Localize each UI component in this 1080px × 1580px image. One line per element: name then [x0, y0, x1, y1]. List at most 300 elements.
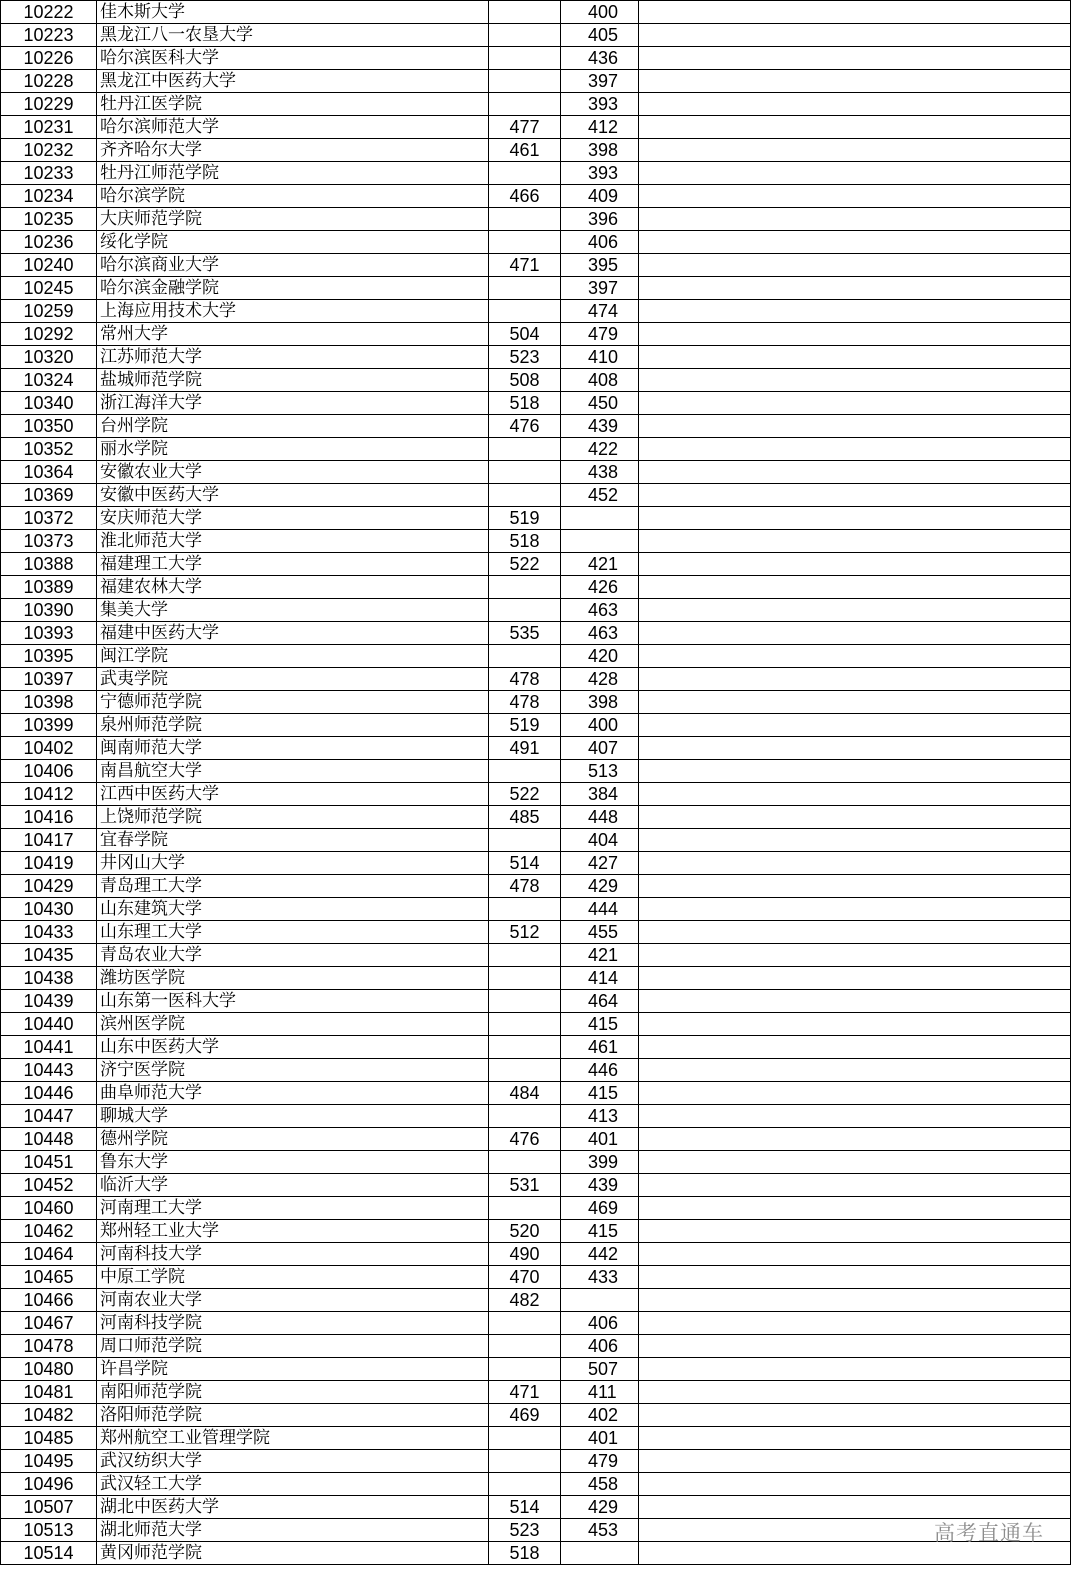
score2-cell: 404	[561, 829, 639, 852]
school-name-cell: 河南科技大学	[97, 1243, 489, 1266]
school-name-cell: 山东建筑大学	[97, 898, 489, 921]
score1-cell	[489, 70, 561, 93]
school-name-cell: 武汉纺织大学	[97, 1450, 489, 1473]
school-code-cell: 10441	[1, 1036, 97, 1059]
school-code-cell: 10447	[1, 1105, 97, 1128]
score1-cell	[489, 1013, 561, 1036]
score1-cell	[489, 1105, 561, 1128]
empty-cell	[639, 944, 1071, 967]
score1-cell	[489, 829, 561, 852]
score2-cell: 414	[561, 967, 639, 990]
empty-cell	[639, 1289, 1071, 1312]
score2-cell: 474	[561, 300, 639, 323]
school-name-cell: 安徽中医药大学	[97, 484, 489, 507]
score2-cell: 393	[561, 162, 639, 185]
score2-cell: 421	[561, 944, 639, 967]
score2-cell: 429	[561, 875, 639, 898]
table-row	[1, 300, 1071, 323]
score1-cell	[489, 162, 561, 185]
score2-cell	[561, 1289, 639, 1312]
table-row	[1, 852, 1071, 875]
school-name-cell: 浙江海洋大学	[97, 392, 489, 415]
school-code-cell: 10448	[1, 1128, 97, 1151]
school-name-cell: 牡丹江医学院	[97, 93, 489, 116]
score1-cell	[489, 231, 561, 254]
school-name-cell: 郑州轻工业大学	[97, 1220, 489, 1243]
school-name-cell: 哈尔滨学院	[97, 185, 489, 208]
empty-cell	[639, 461, 1071, 484]
table-row	[1, 898, 1071, 921]
table-row	[1, 967, 1071, 990]
school-name-cell: 丽水学院	[97, 438, 489, 461]
empty-cell	[639, 507, 1071, 530]
table-row	[1, 1220, 1071, 1243]
table-row	[1, 1243, 1071, 1266]
score1-cell: 471	[489, 1381, 561, 1404]
table-row	[1, 254, 1071, 277]
school-code-cell: 10234	[1, 185, 97, 208]
score1-cell: 484	[489, 1082, 561, 1105]
school-name-cell: 青岛农业大学	[97, 944, 489, 967]
score1-cell	[489, 93, 561, 116]
empty-cell	[639, 116, 1071, 139]
score1-cell	[489, 1312, 561, 1335]
score2-cell: 464	[561, 990, 639, 1013]
empty-cell	[639, 875, 1071, 898]
school-code-cell: 10438	[1, 967, 97, 990]
school-code-cell: 10430	[1, 898, 97, 921]
score1-cell	[489, 1151, 561, 1174]
table-row	[1, 921, 1071, 944]
empty-cell	[639, 162, 1071, 185]
score2-cell: 408	[561, 369, 639, 392]
table-row	[1, 1473, 1071, 1496]
score-table-body	[1, 1, 1071, 1565]
score2-cell: 448	[561, 806, 639, 829]
score1-cell	[489, 1335, 561, 1358]
empty-cell	[639, 1427, 1071, 1450]
table-row	[1, 1496, 1071, 1519]
score2-cell: 398	[561, 139, 639, 162]
school-name-cell: 大庆师范学院	[97, 208, 489, 231]
score1-cell: 518	[489, 530, 561, 553]
school-code-cell: 10223	[1, 24, 97, 47]
school-code-cell: 10446	[1, 1082, 97, 1105]
school-code-cell: 10514	[1, 1542, 97, 1565]
school-name-cell: 哈尔滨医科大学	[97, 47, 489, 70]
empty-cell	[639, 599, 1071, 622]
score1-cell: 512	[489, 921, 561, 944]
school-name-cell: 哈尔滨商业大学	[97, 254, 489, 277]
empty-cell	[639, 93, 1071, 116]
table-row	[1, 1105, 1071, 1128]
school-code-cell: 10416	[1, 806, 97, 829]
empty-cell	[639, 415, 1071, 438]
school-code-cell: 10320	[1, 346, 97, 369]
score2-cell: 406	[561, 1335, 639, 1358]
empty-cell	[639, 438, 1071, 461]
table-row	[1, 24, 1071, 47]
empty-cell	[639, 208, 1071, 231]
score2-cell: 452	[561, 484, 639, 507]
school-code-cell: 10292	[1, 323, 97, 346]
score2-cell: 397	[561, 70, 639, 93]
table-row	[1, 1289, 1071, 1312]
school-name-cell: 鲁东大学	[97, 1151, 489, 1174]
school-code-cell: 10245	[1, 277, 97, 300]
score2-cell: 415	[561, 1082, 639, 1105]
score1-cell: 522	[489, 783, 561, 806]
score2-cell: 399	[561, 1151, 639, 1174]
score1-cell	[489, 484, 561, 507]
empty-cell	[639, 645, 1071, 668]
school-code-cell: 10429	[1, 875, 97, 898]
table-row	[1, 1542, 1071, 1565]
empty-cell	[639, 622, 1071, 645]
empty-cell	[639, 668, 1071, 691]
score2-cell: 422	[561, 438, 639, 461]
table-row	[1, 162, 1071, 185]
school-name-cell: 黑龙江八一农垦大学	[97, 24, 489, 47]
score1-cell	[489, 599, 561, 622]
watermark: 高考直通车	[934, 1521, 1044, 1545]
score1-cell: 482	[489, 1289, 561, 1312]
school-code-cell: 10222	[1, 1, 97, 24]
school-name-cell: 福建理工大学	[97, 553, 489, 576]
score1-cell	[489, 24, 561, 47]
school-name-cell: 河南科技学院	[97, 1312, 489, 1335]
school-code-cell: 10480	[1, 1358, 97, 1381]
school-name-cell: 河南农业大学	[97, 1289, 489, 1312]
score1-cell: 477	[489, 116, 561, 139]
score1-cell	[489, 1197, 561, 1220]
table-row	[1, 875, 1071, 898]
school-name-cell: 闽江学院	[97, 645, 489, 668]
score2-cell: 453	[561, 1519, 639, 1542]
empty-cell	[639, 1473, 1071, 1496]
score2-cell: 426	[561, 576, 639, 599]
empty-cell	[639, 967, 1071, 990]
school-name-cell: 临沂大学	[97, 1174, 489, 1197]
school-name-cell: 中原工学院	[97, 1266, 489, 1289]
table-row	[1, 691, 1071, 714]
school-code-cell: 10235	[1, 208, 97, 231]
school-code-cell: 10364	[1, 461, 97, 484]
table-row	[1, 346, 1071, 369]
school-code-cell: 10451	[1, 1151, 97, 1174]
school-code-cell: 10406	[1, 760, 97, 783]
score2-cell: 400	[561, 1, 639, 24]
school-name-cell: 青岛理工大学	[97, 875, 489, 898]
table-row	[1, 139, 1071, 162]
table-row	[1, 714, 1071, 737]
empty-cell	[639, 231, 1071, 254]
table-row	[1, 438, 1071, 461]
school-code-cell: 10233	[1, 162, 97, 185]
school-code-cell: 10373	[1, 530, 97, 553]
school-code-cell: 10462	[1, 1220, 97, 1243]
table-row	[1, 990, 1071, 1013]
school-code-cell: 10236	[1, 231, 97, 254]
school-name-cell: 闽南师范大学	[97, 737, 489, 760]
school-name-cell: 黑龙江中医药大学	[97, 70, 489, 93]
table-row	[1, 70, 1071, 93]
table-row	[1, 1404, 1071, 1427]
school-code-cell: 10419	[1, 852, 97, 875]
table-row	[1, 484, 1071, 507]
school-name-cell: 山东理工大学	[97, 921, 489, 944]
score2-cell: 406	[561, 1312, 639, 1335]
school-code-cell: 10507	[1, 1496, 97, 1519]
school-code-cell: 10229	[1, 93, 97, 116]
school-name-cell: 佳木斯大学	[97, 1, 489, 24]
score1-cell: 518	[489, 392, 561, 415]
school-name-cell: 宁德师范学院	[97, 691, 489, 714]
score1-cell	[489, 967, 561, 990]
empty-cell	[639, 47, 1071, 70]
school-name-cell: 武汉轻工大学	[97, 1473, 489, 1496]
school-name-cell: 福建农林大学	[97, 576, 489, 599]
score1-cell: 519	[489, 714, 561, 737]
score1-cell: 469	[489, 1404, 561, 1427]
empty-cell	[639, 70, 1071, 93]
school-code-cell: 10481	[1, 1381, 97, 1404]
table-row	[1, 392, 1071, 415]
score1-cell	[489, 990, 561, 1013]
score2-cell: 428	[561, 668, 639, 691]
empty-cell	[639, 1036, 1071, 1059]
school-code-cell: 10352	[1, 438, 97, 461]
school-code-cell: 10388	[1, 553, 97, 576]
score1-cell	[489, 461, 561, 484]
score2-cell	[561, 530, 639, 553]
score2-cell: 384	[561, 783, 639, 806]
school-name-cell: 宜春学院	[97, 829, 489, 852]
score1-cell: 478	[489, 691, 561, 714]
school-name-cell: 井冈山大学	[97, 852, 489, 875]
score2-cell: 513	[561, 760, 639, 783]
school-name-cell: 江西中医药大学	[97, 783, 489, 806]
empty-cell	[639, 392, 1071, 415]
empty-cell	[639, 1312, 1071, 1335]
school-name-cell: 哈尔滨师范大学	[97, 116, 489, 139]
school-code-cell: 10485	[1, 1427, 97, 1450]
table-row	[1, 507, 1071, 530]
score1-cell	[489, 300, 561, 323]
score2-cell: 398	[561, 691, 639, 714]
score2-cell: 455	[561, 921, 639, 944]
score1-cell: 476	[489, 415, 561, 438]
score2-cell: 469	[561, 1197, 639, 1220]
score2-cell: 450	[561, 392, 639, 415]
empty-cell	[639, 1335, 1071, 1358]
score2-cell: 393	[561, 93, 639, 116]
table-row	[1, 829, 1071, 852]
score2-cell: 442	[561, 1243, 639, 1266]
table-row	[1, 1036, 1071, 1059]
score1-cell	[489, 208, 561, 231]
school-name-cell: 湖北中医药大学	[97, 1496, 489, 1519]
school-code-cell: 10389	[1, 576, 97, 599]
empty-cell	[639, 1450, 1071, 1473]
score1-cell	[489, 898, 561, 921]
empty-cell	[639, 806, 1071, 829]
table-row	[1, 93, 1071, 116]
empty-cell	[639, 254, 1071, 277]
school-name-cell: 周口师范学院	[97, 1335, 489, 1358]
table-row	[1, 369, 1071, 392]
school-code-cell: 10412	[1, 783, 97, 806]
score1-cell: 522	[489, 553, 561, 576]
school-name-cell: 南昌航空大学	[97, 760, 489, 783]
empty-cell	[639, 783, 1071, 806]
table-row	[1, 737, 1071, 760]
score2-cell: 406	[561, 231, 639, 254]
empty-cell	[639, 852, 1071, 875]
table-row	[1, 1427, 1071, 1450]
score2-cell: 463	[561, 599, 639, 622]
school-name-cell: 哈尔滨金融学院	[97, 277, 489, 300]
school-name-cell: 德州学院	[97, 1128, 489, 1151]
school-name-cell: 山东第一医科大学	[97, 990, 489, 1013]
empty-cell	[639, 346, 1071, 369]
school-code-cell: 10465	[1, 1266, 97, 1289]
score1-cell	[489, 1036, 561, 1059]
score2-cell: 427	[561, 852, 639, 875]
school-name-cell: 上饶师范学院	[97, 806, 489, 829]
school-code-cell: 10240	[1, 254, 97, 277]
table-row	[1, 645, 1071, 668]
table-row	[1, 1381, 1071, 1404]
school-name-cell: 安徽农业大学	[97, 461, 489, 484]
score1-cell: 514	[489, 1496, 561, 1519]
table-row	[1, 760, 1071, 783]
score1-cell: 504	[489, 323, 561, 346]
table-row	[1, 208, 1071, 231]
school-code-cell: 10398	[1, 691, 97, 714]
empty-cell	[639, 1013, 1071, 1036]
empty-cell	[639, 277, 1071, 300]
empty-cell	[639, 921, 1071, 944]
score1-cell	[489, 1450, 561, 1473]
table-row	[1, 1059, 1071, 1082]
score2-cell	[561, 507, 639, 530]
school-name-cell: 黄冈师范学院	[97, 1542, 489, 1565]
table-row	[1, 116, 1071, 139]
school-code-cell: 10395	[1, 645, 97, 668]
score2-cell: 401	[561, 1427, 639, 1450]
score2-cell: 407	[561, 737, 639, 760]
empty-cell	[639, 1266, 1071, 1289]
table-row	[1, 1358, 1071, 1381]
table-row	[1, 1197, 1071, 1220]
empty-cell	[639, 1358, 1071, 1381]
score2-cell: 413	[561, 1105, 639, 1128]
score2-cell: 395	[561, 254, 639, 277]
table-row	[1, 231, 1071, 254]
score2-cell: 412	[561, 116, 639, 139]
score2-cell: 400	[561, 714, 639, 737]
score1-cell	[489, 438, 561, 461]
score1-cell	[489, 576, 561, 599]
empty-cell	[639, 24, 1071, 47]
score1-cell: 471	[489, 254, 561, 277]
school-code-cell: 10232	[1, 139, 97, 162]
score1-cell: 514	[489, 852, 561, 875]
table-row	[1, 1151, 1071, 1174]
table-row	[1, 783, 1071, 806]
empty-cell	[639, 530, 1071, 553]
school-name-cell: 武夷学院	[97, 668, 489, 691]
score2-cell: 463	[561, 622, 639, 645]
score2-cell: 420	[561, 645, 639, 668]
school-name-cell: 集美大学	[97, 599, 489, 622]
score1-cell: 491	[489, 737, 561, 760]
score1-cell	[489, 1358, 561, 1381]
table-row	[1, 1335, 1071, 1358]
score1-cell	[489, 47, 561, 70]
table-row	[1, 530, 1071, 553]
table-row	[1, 1013, 1071, 1036]
table-row	[1, 415, 1071, 438]
school-name-cell: 河南理工大学	[97, 1197, 489, 1220]
school-name-cell: 盐城师范学院	[97, 369, 489, 392]
score2-cell	[561, 1542, 639, 1565]
empty-cell	[639, 990, 1071, 1013]
empty-cell	[639, 484, 1071, 507]
score1-cell: 518	[489, 1542, 561, 1565]
table-row	[1, 1312, 1071, 1335]
school-code-cell: 10372	[1, 507, 97, 530]
score2-cell: 458	[561, 1473, 639, 1496]
score2-cell: 402	[561, 1404, 639, 1427]
school-name-cell: 常州大学	[97, 323, 489, 346]
score1-cell: 523	[489, 1519, 561, 1542]
school-name-cell: 福建中医药大学	[97, 622, 489, 645]
school-code-cell: 10466	[1, 1289, 97, 1312]
empty-cell	[639, 1220, 1071, 1243]
score1-cell	[489, 277, 561, 300]
school-name-cell: 牡丹江师范学院	[97, 162, 489, 185]
school-code-cell: 10350	[1, 415, 97, 438]
table-row	[1, 806, 1071, 829]
school-name-cell: 淮北师范大学	[97, 530, 489, 553]
score1-cell: 535	[489, 622, 561, 645]
school-name-cell: 济宁医学院	[97, 1059, 489, 1082]
empty-cell	[639, 1197, 1071, 1220]
score1-cell: 531	[489, 1174, 561, 1197]
score2-cell: 396	[561, 208, 639, 231]
table-row	[1, 1519, 1071, 1542]
school-name-cell: 绥化学院	[97, 231, 489, 254]
score1-cell: 478	[489, 668, 561, 691]
empty-cell	[639, 1381, 1071, 1404]
school-name-cell: 安庆师范大学	[97, 507, 489, 530]
empty-cell	[639, 1243, 1071, 1266]
school-code-cell: 10460	[1, 1197, 97, 1220]
table-row	[1, 1174, 1071, 1197]
score1-cell: 520	[489, 1220, 561, 1243]
score2-cell: 507	[561, 1358, 639, 1381]
table-row	[1, 1082, 1071, 1105]
school-code-cell: 10228	[1, 70, 97, 93]
score2-cell: 479	[561, 323, 639, 346]
school-name-cell: 齐齐哈尔大学	[97, 139, 489, 162]
school-name-cell: 湖北师范大学	[97, 1519, 489, 1542]
school-code-cell: 10397	[1, 668, 97, 691]
score1-cell: 476	[489, 1128, 561, 1151]
score1-cell: 508	[489, 369, 561, 392]
